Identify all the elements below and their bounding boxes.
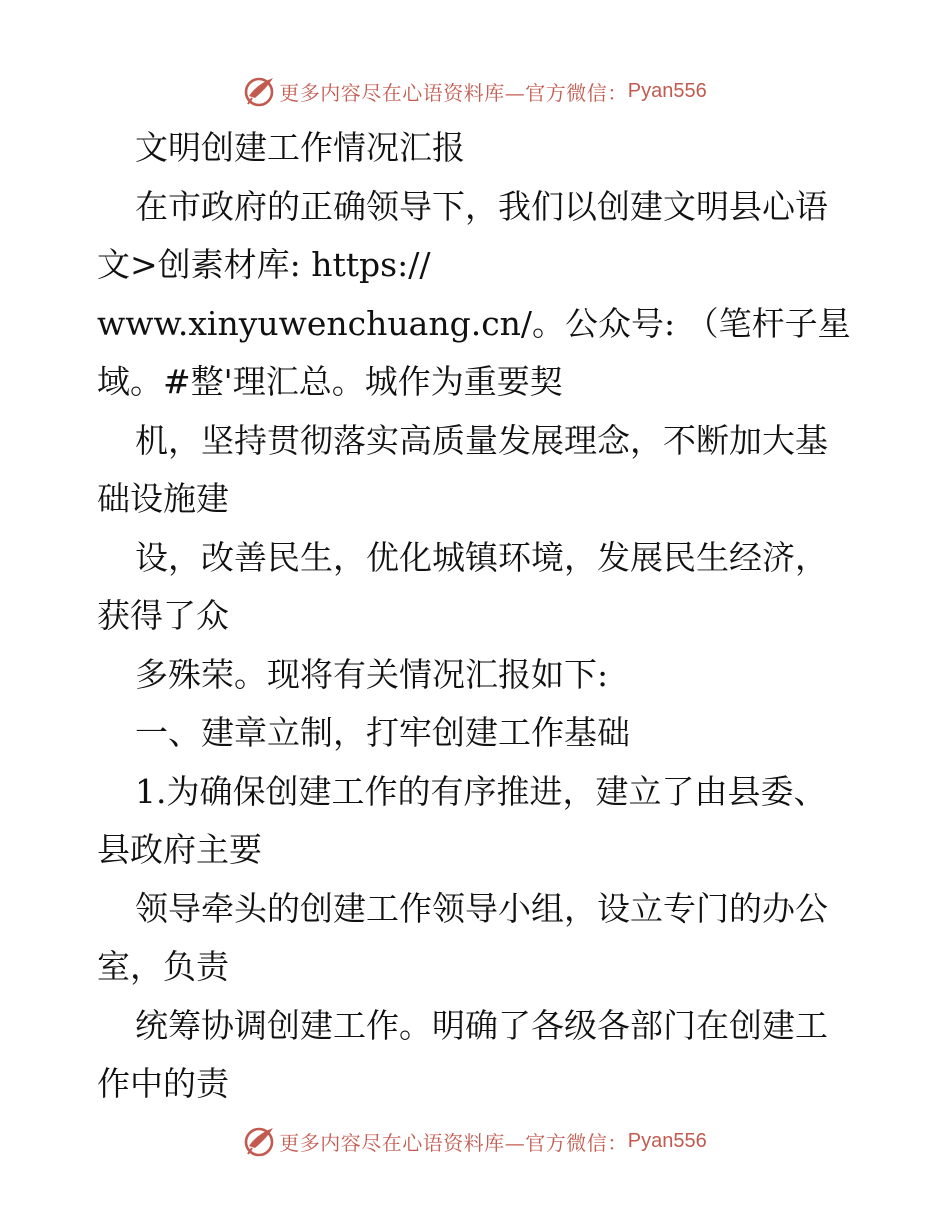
paragraph-line: 获得了众	[97, 596, 229, 635]
quill-logo-icon	[243, 1124, 277, 1158]
paragraph-line: 作中的责	[97, 1064, 229, 1103]
paragraph-line: www.xinyuwenchuang.cn/。公众号: （笔杆子星	[97, 303, 851, 343]
paragraph-line: 室，负责	[97, 947, 229, 986]
header-banner	[0, 74, 950, 108]
footer-banner-id: Pyan556	[627, 1129, 707, 1152]
footer-banner	[0, 1124, 950, 1158]
paragraph-line: 在市政府的正确领导下，我们以创建文明县心语	[135, 186, 828, 226]
paragraph-line: 统筹协调创建工作。明确了各级各部门在创建工	[135, 1005, 828, 1045]
paragraph-line: 1.为确保创建工作的有序推进，建立了由县委、	[135, 771, 827, 811]
paragraph-line: 多殊荣。现将有关情况汇报如下:	[135, 654, 609, 694]
header-banner-text: 更多内容尽在心语资料库—官方微信：	[279, 80, 628, 105]
paragraph-line: 县政府主要	[97, 830, 262, 869]
paragraph-line: 设，改善民生，优化城镇环境，发展民生经济，	[135, 537, 828, 577]
quill-logo-icon	[243, 74, 277, 108]
document-body	[97, 119, 857, 1114]
header-banner-id: Pyan556	[627, 79, 707, 102]
paragraph-line: 文>创素材库: https://	[97, 245, 431, 284]
paragraph-line: 领导牵头的创建工作领导小组，设立专门的办公	[135, 888, 828, 928]
document-title: 文明创建工作情况汇报	[135, 128, 465, 167]
paragraph-line: 域。#整'理汇总。城作为重要契	[97, 362, 563, 401]
footer-banner-text: 更多内容尽在心语资料库—官方微信：	[279, 1130, 628, 1155]
paragraph-line: 机，坚持贯彻落实高质量发展理念，不断加大基	[135, 420, 828, 460]
section-heading: 一、建章立制，打牢创建工作基础	[135, 713, 630, 752]
paragraph-line: 础设施建	[97, 479, 229, 518]
